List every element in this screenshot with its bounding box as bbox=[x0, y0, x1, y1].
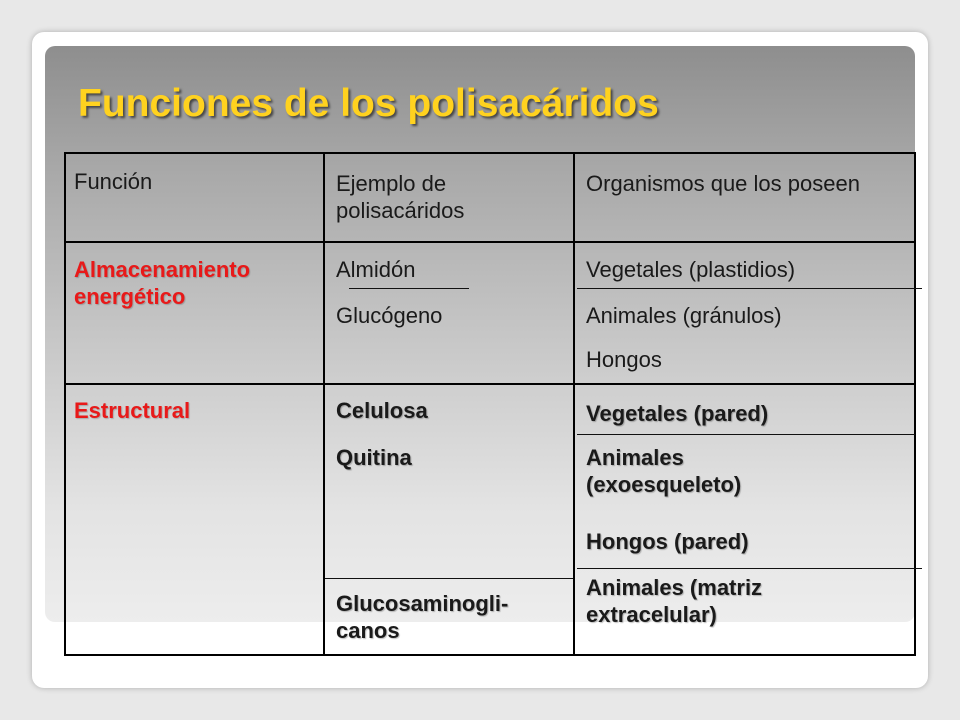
function-label-storage: Almacenamiento energético bbox=[74, 257, 251, 309]
inner-divider-plastidios bbox=[577, 288, 922, 289]
header-organisms: Organismos que los poseen bbox=[586, 171, 860, 196]
organism-animales-matriz: Animales (matriz extracelular) bbox=[586, 575, 763, 627]
inner-divider-almidon bbox=[349, 288, 469, 289]
slide-title: Funciones de los polisacáridos bbox=[78, 82, 659, 125]
row-divider-storage bbox=[66, 383, 914, 385]
organism-vegetales-plastidios: Vegetales (plastidios) bbox=[586, 257, 796, 282]
inner-divider-pared bbox=[577, 434, 915, 435]
inner-divider-exoesqueleto bbox=[577, 568, 922, 569]
example-glucosaminoglicanos: Glucosaminogli-canos bbox=[336, 591, 509, 643]
organism-hongos: Hongos bbox=[586, 347, 662, 372]
function-label-structural: Estructural bbox=[74, 398, 191, 423]
organism-animales-granulos: Animales (gránulos) bbox=[586, 303, 782, 328]
example-glucogeno: Glucógeno bbox=[336, 303, 443, 328]
inner-divider-quitina bbox=[325, 578, 573, 579]
header-example: Ejemplo de polisacáridos bbox=[336, 171, 465, 223]
organism-animales-exoesqueleto: Animales (exoesqueleto) bbox=[586, 445, 742, 497]
example-almidon: Almidón bbox=[336, 257, 416, 282]
row-divider-header bbox=[66, 241, 914, 243]
organism-vegetales-pared: Vegetales (pared) bbox=[586, 401, 769, 426]
column-divider-2 bbox=[573, 154, 575, 654]
polysaccharide-functions-table bbox=[64, 152, 916, 656]
example-quitina: Quitina bbox=[336, 445, 412, 470]
column-divider-1 bbox=[323, 154, 325, 654]
example-celulosa: Celulosa bbox=[336, 398, 428, 423]
header-function: Función bbox=[74, 169, 153, 194]
organism-hongos-pared: Hongos (pared) bbox=[586, 529, 749, 554]
